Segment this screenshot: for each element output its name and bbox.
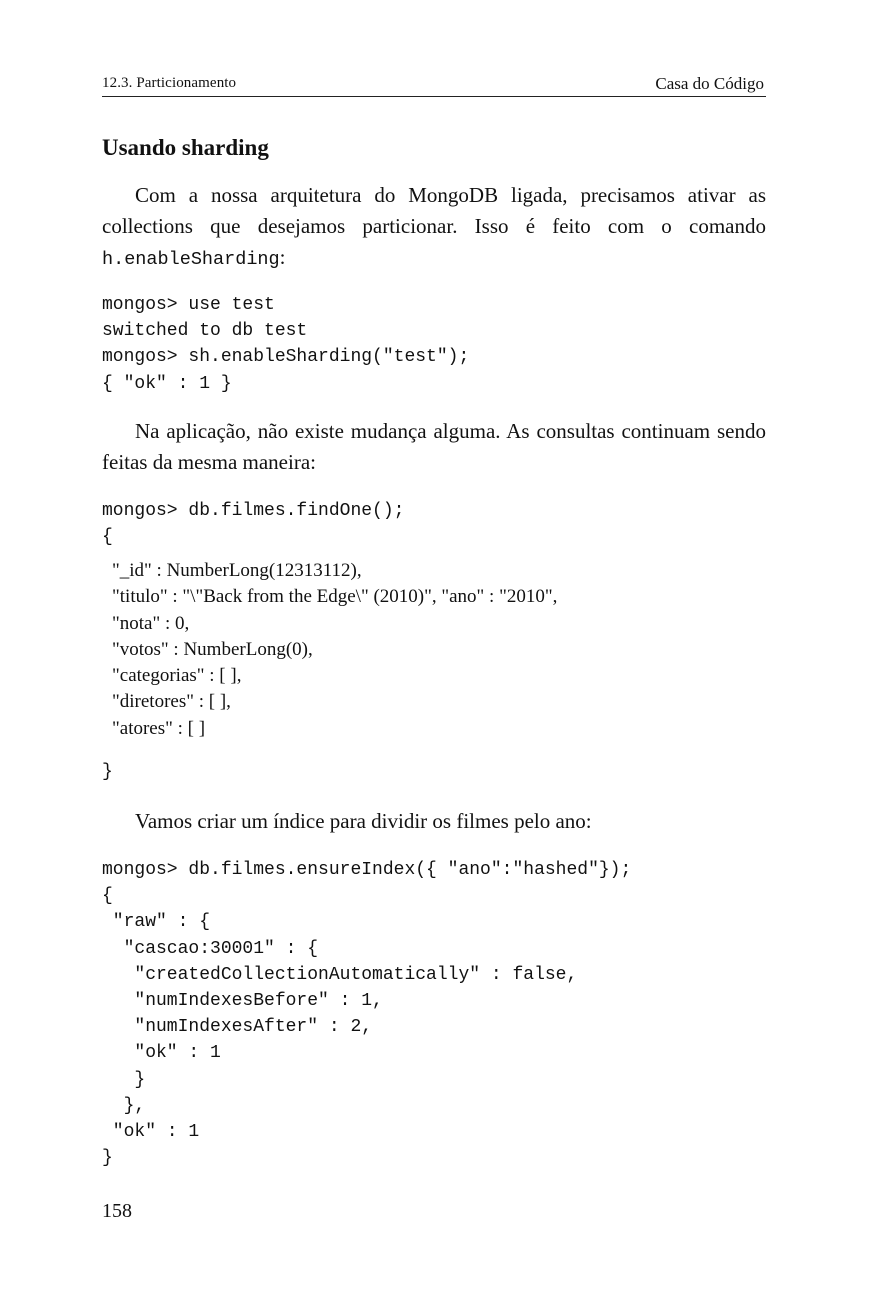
section-title: Usando sharding (102, 135, 269, 160)
code-line: "numIndexesAfter" : 2, (102, 1017, 373, 1038)
code-line: "raw" : { (102, 912, 211, 933)
code-line: mongos> db.filmes.findOne(); (102, 501, 405, 521)
paragraph-intro (102, 180, 766, 275)
findone-result-object (112, 558, 557, 742)
code-line: }, (102, 1095, 146, 1116)
code-block-findone-closing (102, 759, 113, 785)
code-block-findone-header (102, 498, 404, 550)
code-line: { (102, 886, 113, 907)
paragraph-application-text: Na aplicação, não existe mudança alguma. As consultas continuam sendo feitas da mesma maneira: (102, 419, 766, 474)
code-line: mongos> sh.enableSharding("test"); (102, 347, 470, 368)
code-line: } (102, 1069, 146, 1090)
code-line: "cascao:30001" : { (102, 938, 319, 959)
paragraph-application (102, 416, 766, 478)
header-section-ref: 12.3. Particionamento (102, 75, 237, 91)
result-line: "nota" : 0, (112, 612, 190, 634)
inline-code-command: h.enableSharding (102, 249, 280, 270)
code-line: } (102, 762, 113, 782)
code-line: "createdCollectionAutomatically" : false, (102, 964, 578, 985)
code-line: switched to db test (102, 321, 308, 342)
result-line: "votos" : NumberLong(0), (112, 638, 313, 660)
page-number: 158 (102, 1200, 132, 1222)
code-line: mongos> db.filmes.ensureIndex({ "ano":"hashed"}); (102, 860, 632, 880)
code-line: mongos> use test (102, 295, 275, 315)
result-line: "categorias" : [ ], (112, 665, 242, 687)
code-line: "numIndexesBefore" : 1, (102, 991, 383, 1012)
paragraph-index (102, 806, 766, 837)
code-line: "ok" : 1 (102, 1043, 221, 1064)
code-line: } (102, 1148, 113, 1169)
code-block-ensure-index (102, 857, 631, 1171)
result-line: "_id" : NumberLong(12313112), (112, 560, 362, 581)
code-line: { (102, 527, 113, 548)
result-line: "titulo" : "\"Back from the Edge\" (2010)", "ano" : "2010", (112, 586, 558, 608)
result-line: "atores" : [ ] (112, 717, 206, 739)
paragraph-index-text: Vamos criar um índice para dividir os filmes pelo ano: (135, 809, 592, 833)
header-book-title: Casa do Código (655, 74, 764, 93)
code-line: "ok" : 1 (102, 1122, 200, 1143)
paragraph-intro-suffix: : (279, 245, 286, 269)
paragraph-intro-text: Com a nossa arquitetura do MongoDB ligada, precisamos ativar as collections que desejamos particionar. Isso é feito com o comando (102, 183, 766, 238)
running-header (102, 74, 766, 97)
result-line: "diretores" : [ ], (112, 691, 231, 713)
code-line: { "ok" : 1 } (102, 373, 232, 394)
code-block-enable-sharding (102, 292, 469, 397)
